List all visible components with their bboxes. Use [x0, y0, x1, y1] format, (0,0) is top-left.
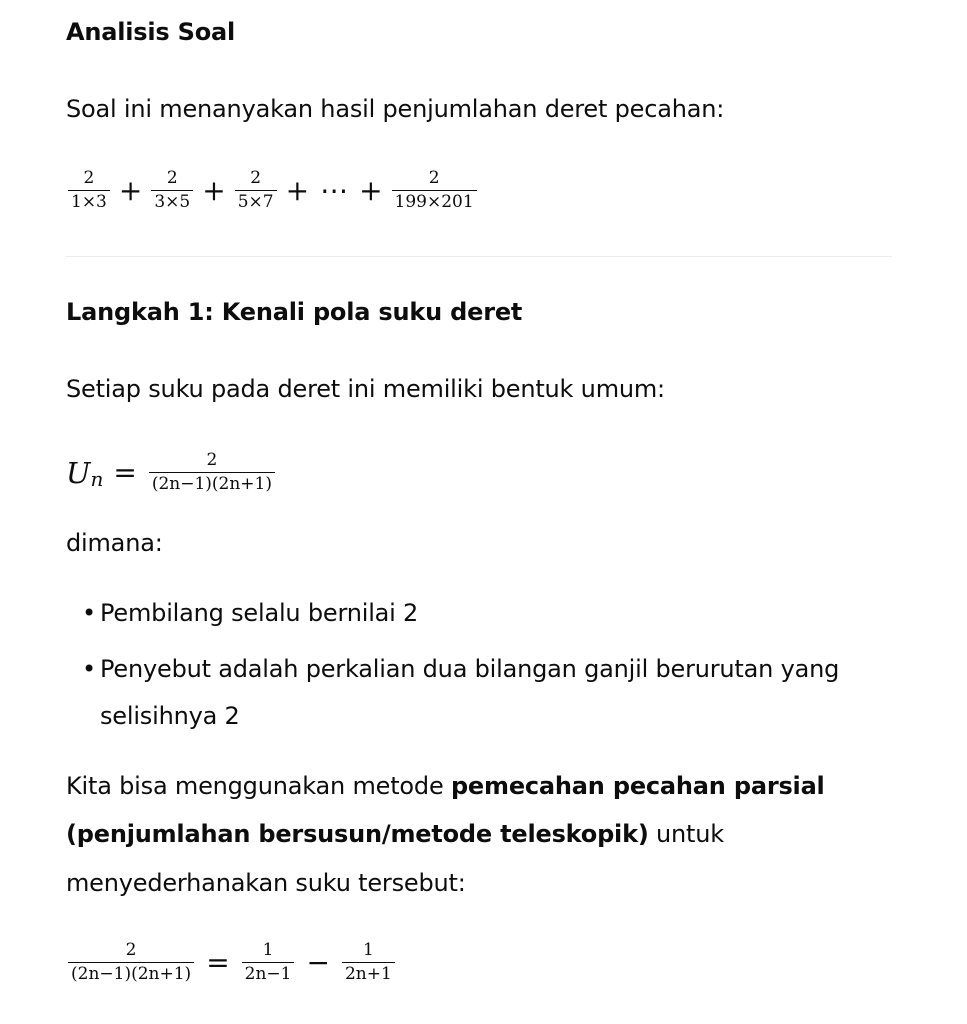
- section-divider: [66, 256, 892, 257]
- series-term-2: [151, 170, 193, 211]
- decomposition-lhs-denominator: (2n−1)(2n+1): [71, 964, 192, 984]
- list-item-text-continued: selisihnya 2: [100, 702, 240, 730]
- series-term-2-numerator: 2: [151, 170, 193, 191]
- series-term-3: [235, 170, 277, 211]
- general-term-fraction: [149, 452, 275, 493]
- where-label: dimana:: [66, 529, 163, 557]
- general-term-equation: [66, 452, 277, 493]
- heading-analisis-soal: Analisis Soal: [66, 18, 236, 46]
- plus-operator: +: [285, 173, 310, 207]
- series-term-1-denominator: 1×3: [71, 192, 107, 212]
- series-equation: [66, 170, 479, 211]
- term-variable: U: [66, 455, 91, 490]
- equals-sign: =: [206, 945, 230, 979]
- series-term-1-numerator: 2: [68, 170, 110, 191]
- series-term-3-denominator: 5×7: [237, 192, 274, 212]
- intro-paragraph: Soal ini menanyakan hasil penjumlahan deret pecahan:: [66, 95, 725, 123]
- method-text: Kita bisa menggunakan metode: [66, 772, 451, 800]
- minus-sign: −: [306, 945, 330, 979]
- list-item-text: Penyebut adalah perkalian dua bilangan ganjil berurutan yang: [100, 655, 840, 683]
- decomposition-equation: [66, 942, 397, 983]
- ellipsis: ⋯: [320, 173, 349, 207]
- method-bold-telescoping: (penjumlahan bersusun/metode teleskopik): [66, 820, 649, 848]
- equals-sign: =: [113, 455, 137, 489]
- decomposition-lhs-numerator: 2: [68, 942, 194, 963]
- decomposition-term-1-numerator: 1: [242, 942, 295, 963]
- method-bold-partial-fractions: pemecahan pecahan parsial: [450, 772, 825, 800]
- bullet-icon: •: [82, 655, 96, 683]
- series-term-last-denominator: 199×201: [394, 192, 474, 212]
- series-term-2-denominator: 3×5: [154, 192, 191, 212]
- decomposition-term-2-numerator: 1: [342, 942, 395, 963]
- series-term-last: [392, 170, 477, 211]
- decomposition-term-1: [242, 942, 295, 983]
- list-item-text: Pembilang selalu bernilai 2: [100, 599, 419, 627]
- heading-langkah-1: Langkah 1: Kenali pola suku deret: [66, 298, 523, 326]
- general-form-paragraph: Setiap suku pada deret ini memiliki bentuk umum:: [66, 375, 665, 403]
- method-text: untuk: [648, 820, 724, 848]
- plus-operator: +: [202, 173, 226, 207]
- series-term-last-numerator: 2: [392, 170, 477, 191]
- plus-operator: +: [359, 173, 383, 207]
- bullet-icon: •: [82, 599, 96, 627]
- series-term-3-numerator: 2: [235, 170, 277, 191]
- series-term-1: [68, 170, 110, 211]
- method-paragraph-line-2: [66, 811, 724, 858]
- decomposition-term-1-denominator: 2n−1: [244, 964, 292, 984]
- general-term-denominator: (2n−1)(2n+1): [151, 474, 272, 494]
- term-subscript: n: [90, 466, 104, 491]
- method-paragraph-line-3: menyederhanakan suku tersebut:: [66, 869, 466, 897]
- general-term-numerator: 2: [149, 452, 275, 473]
- decomposition-lhs: [68, 942, 194, 983]
- plus-operator: +: [118, 173, 143, 207]
- decomposition-term-2-denominator: 2n+1: [344, 964, 392, 984]
- method-paragraph-line-1: [66, 763, 825, 810]
- decomposition-term-2: [342, 942, 395, 983]
